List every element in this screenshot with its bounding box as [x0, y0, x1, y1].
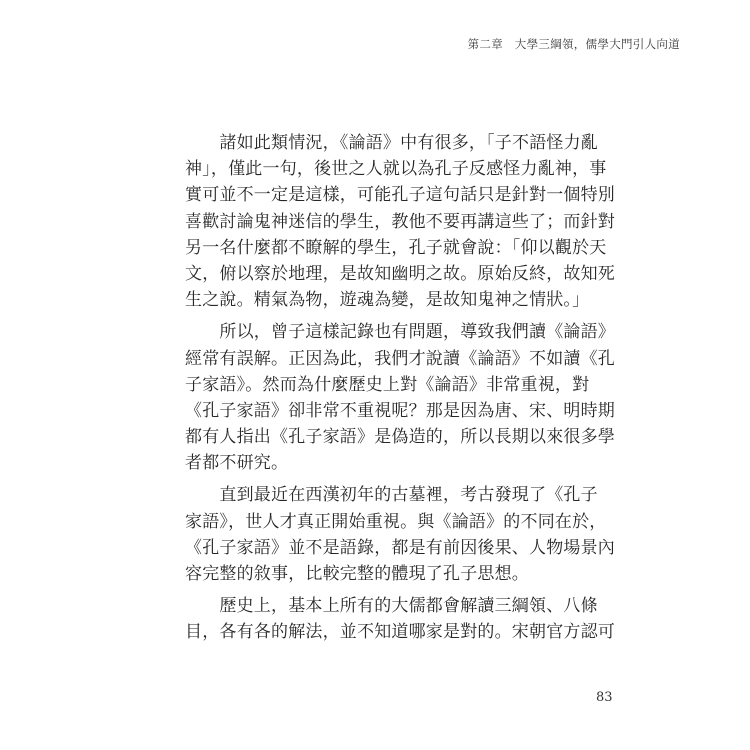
- running-header: 第二章 大學三綱領，儒學大門引人向道: [467, 37, 680, 51]
- text-line: 文，俯以察於地理，是故知幽明之故。原始反終，故知死: [185, 263, 615, 284]
- text-line: 家語》，世人才真正開始重視。與《論語》的不同在於，: [185, 511, 607, 532]
- page-number: 83: [596, 690, 613, 705]
- text-line: 諸如此類情況，《論語》中有很多，「子不語怪力亂: [185, 133, 598, 153]
- text-line: 都有人指出《孔子家語》是偽造的，所以長期以來很多學: [185, 427, 615, 448]
- text-line: 生之說。精氣為物，遊魂為變，是故知鬼神之情狀。」: [185, 290, 590, 311]
- text-line: 直到最近在西漢初年的古墓裡，考古發現了《孔子: [185, 485, 598, 506]
- body-text: [185, 130, 615, 646]
- text-line: 經常有誤解。正因為此，我們才說讀《論語》不如讀《孔: [185, 348, 615, 369]
- paragraph-4: [185, 593, 615, 645]
- text-line: 喜歡討論鬼神迷信的學生，教他不要再講這些了；而針對: [185, 211, 615, 232]
- paragraph-2: [185, 319, 615, 476]
- text-line: 者都不研究。: [185, 453, 289, 474]
- text-line: 子家語》。然而為什麼歷史上對《論語》非常重視，對: [185, 374, 590, 395]
- text-line: 《孔子家語》卻非常不重視呢？那是因為唐、宋、明時期: [185, 400, 615, 421]
- paragraph-3: [185, 482, 615, 587]
- text-line: 另一名什麼都不瞭解的學生，孔子就會說：「仰以觀於天: [185, 237, 607, 258]
- text-line: 神」，僅此一句，後世之人就以為孔子反感怪力亂神，事: [185, 159, 607, 180]
- text-line: 容完整的敘事，比較完整的體現了孔子思想。: [185, 564, 529, 584]
- text-line: 實可並不一定是這樣，可能孔子這句話只是針對一個特別: [185, 185, 615, 206]
- text-line: 《孔子家語》並不是語錄，都是有前因後果、人物場景內: [185, 537, 615, 558]
- text-line: 目，各有各的解法，並不知道哪家是對的。宋朝官方認可: [185, 622, 615, 643]
- text-line: 歷史上，基本上所有的大儒都會解讀三綱領、八條: [185, 596, 598, 617]
- text-line: 所以，曾子這樣記錄也有問題，導致我們讀《論語》: [185, 322, 615, 343]
- paragraph-1: [185, 130, 615, 313]
